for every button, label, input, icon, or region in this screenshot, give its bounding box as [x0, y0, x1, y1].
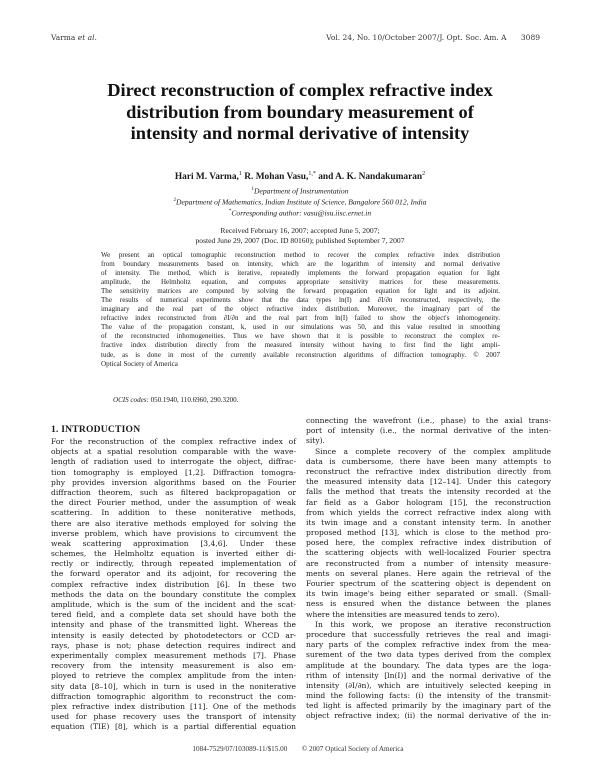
text-line: mind the following facts: (i) the intensity of the transmit-: [306, 691, 551, 701]
abstract-line: of intensity. The method, which is iterative, repeatedly implements the forward propagation equation for light: [101, 269, 500, 278]
text-line: the scattering objects with well-localized Fourier spectra: [306, 548, 551, 558]
author-name: and A. K. Nandakumaran: [318, 172, 423, 183]
text-line: schemes, the Helmholtz equation is inverted either di-: [51, 549, 296, 559]
text-line: far field as a Gabor hologram [15], the reconstruction: [306, 497, 551, 507]
text-line: weak scattering approximation [3,4,6]. Under these: [51, 538, 296, 548]
text-line: intensity is easily detected by photodetectors or CCD ar-: [51, 630, 296, 640]
author-name: R. Mohan Vasu,: [244, 172, 309, 183]
text-line: rithm of intensity [ln(I)] and the normal derivative of the: [306, 670, 551, 680]
abstract: [101, 251, 500, 369]
text-line: In this work, we propose an iterative reconstruction: [315, 619, 551, 629]
text-line: from which yields the correct refractive index along with: [306, 507, 551, 517]
running-header-right: [326, 33, 540, 42]
author-affil-mark: 1: [238, 171, 242, 177]
affil-mark: 1: [251, 187, 254, 192]
corresponding-email: Corresponding author: vasu@isu.iisc.ernet.in: [231, 209, 372, 218]
text-line: Fourier spectrum of the scattering object is dependent on: [306, 579, 551, 588]
ocis-codes: [113, 396, 238, 404]
text-line: plex refractive index distribution [11]. One of the methods: [51, 701, 296, 711]
text-line: ployed to retrieve the complex amplitude from the inten-: [51, 671, 296, 681]
date-line: Received February 16, 2007; accepted June 5, 2007;: [220, 226, 380, 235]
right-column: [306, 416, 551, 722]
ocis-values: 050.1940, 110.6960, 290.3200.: [150, 396, 239, 404]
text-line: reconstruct the refractive index distribution directly from: [306, 466, 551, 476]
text-line: posed here, the complex refractive index distribution of: [306, 538, 551, 548]
text-line: methods the data on the boundary constitute the complex: [51, 589, 296, 599]
text-line: experimentally complex measurement methods [7]. Phase: [51, 650, 296, 660]
text-line: length of radiation used to interrogate the object, diffrac-: [51, 457, 296, 467]
text-line: nary parts of the complex refractive index from the mea-: [306, 640, 551, 650]
affil-text: Department of Instrumentation: [254, 186, 349, 196]
ocis-label: OCIS codes:: [113, 396, 149, 404]
text-line: amplitude, which is the sum of the incident and the scat-: [51, 600, 296, 609]
author-affil-mark: 1,*: [308, 171, 316, 177]
text-line: procedure that successfully retrieves the real and imagi-: [306, 629, 551, 639]
affil-text: Department of Mathematics, Indian Institute of Science, Bangalore 560 012, India: [176, 197, 427, 207]
text-line: its twin image's being either separated or small. (Small-: [306, 589, 551, 599]
abstract-line: imaginary and the real part of the object refractive index distribution. Moreover, the imaginary part of the: [101, 305, 500, 314]
affiliation-1: [60, 185, 540, 196]
corresponding-author: [60, 207, 540, 218]
text-line: ted light is affected primarily by the imaginary part of the: [306, 701, 551, 711]
text-line: data is cumbersome, there have been many attempts to: [306, 456, 551, 466]
text-line: tered field, and a complete data set should have both the: [51, 610, 296, 620]
text-line: phy provides inversion algorithms based on the Fourier: [51, 477, 296, 487]
text-line: inverse problem, which have provisions to circumvent the: [51, 528, 296, 538]
text-line: where the intensities are measured tends to zero).: [306, 609, 500, 619]
text-line: rectly or indirectly, through repeated implementation of: [51, 559, 296, 569]
text-line: the forward operator and its adjoint, for recovering the: [51, 569, 296, 579]
affil-mark: *: [228, 209, 232, 215]
text-line: intensity and phase of the transmitted light. Whereas the: [51, 620, 296, 630]
text-line: ness is ensured when the distance between the planes: [306, 599, 551, 609]
abstract-line: refractive index reconstructed from ∂I/∂n and the real part from ln(I) failed to show the object's inhomogeneity.: [101, 314, 500, 323]
text-line: the direct Fourier method, under the assumption of weak: [51, 498, 296, 508]
text-line: surement of the two data types derived from the complex: [306, 650, 551, 660]
title-line: distribution from boundary measurement of: [126, 101, 474, 122]
abstract-line: of the reconstructed inhomogeneities. Thus we have shown that it is possible to reconstruct the complex re-: [101, 332, 500, 341]
abstract-line: The results of numerical experiments show that the data types ln(I) and ∂I/∂n reconstructed, respectively, the: [101, 296, 500, 305]
text-line: tion tomography is employed [1,2]. Diffraction tomogra-: [51, 467, 296, 477]
text-line: sity).: [306, 436, 325, 446]
affiliation-2: [60, 196, 540, 207]
abstract-line: Optical Society of America: [101, 359, 178, 368]
title-line: Direct reconstruction of complex refractive index: [107, 80, 493, 100]
abstract-line: The sensitivity matrices are computed by solving the forward propagation equation for light and its adjoint.: [101, 287, 500, 296]
abstract-line: We present an optical tomographic reconstruction method to recover the complex refractive index distribution: [101, 251, 500, 259]
text-line: port of intensity (i.e., the normal derivative of the inten-: [306, 426, 551, 436]
author-affil-mark: 2: [422, 171, 426, 177]
text-line: its twin image and a constant intensity term. In another: [306, 517, 551, 527]
article-title: [60, 80, 540, 145]
text-line: sity data [8–10], which in turn is used in the noniterative: [51, 681, 296, 691]
text-line: For the reconstruction of the complex refractive index of: [51, 437, 296, 446]
text-line: recovery from the intensity measurement is also em-: [51, 661, 296, 671]
text-line: used for phase recovery uses the transport of intensity: [51, 712, 296, 722]
abstract-line: The value of the propagation constant, k, used in our simulations was 50, and this value resulted in smoothing: [101, 323, 500, 332]
text-line: there are also iterative methods employed for solving the: [51, 518, 296, 528]
left-column: [51, 437, 296, 732]
affil-mark: 2: [173, 198, 176, 204]
running-header-left: [51, 33, 97, 42]
text-line: objects at a spatial resolution comparable with the wave-: [51, 447, 296, 457]
text-line: are reconstructed from a number of intensity measure-: [306, 558, 551, 568]
author-list: [60, 171, 540, 182]
text-line: equation (TIE) [8], which is a partial differential equation: [51, 722, 296, 732]
text-line: falls the method that treats the intensity recorded at the: [306, 487, 551, 497]
author-name: Hari M. Varma,: [174, 172, 239, 183]
title-line: intensity and normal derivative of intensity: [130, 123, 470, 143]
text-line: connecting the wavefront (i.e., phase) to the axial trans-: [306, 416, 551, 425]
footer-copyright: © 2007 Optical Society of America: [301, 745, 404, 753]
text-line: rays, phase is not; phase detection requires indirect and: [51, 640, 296, 650]
text-line: ments on several planes. Here again the retrieval of the: [306, 568, 551, 578]
abstract-line: from boundary measurements based on intensity, which are the logarithm of intensity and normal derivative: [101, 260, 500, 269]
text-line: object refractive index; (ii) the normal derivative of the in-: [306, 711, 551, 721]
header-etal: et al.: [77, 33, 97, 42]
footer-issn: 1084-7529/07/103089-11/$15.00: [192, 745, 288, 753]
section-heading: 1. INTRODUCTION: [51, 424, 141, 435]
text-line: scattering. In addition to these noniterative methods,: [51, 508, 296, 518]
text-line: Since a complete recovery of the complex amplitude: [315, 446, 551, 456]
text-line: complex refractive index distribution [6]. In these two: [51, 579, 296, 589]
date-line: posted June 29, 2007 (Doc. ID 80160); published September 7, 2007: [195, 235, 405, 245]
text-line: diffraction tomographic algorithm to reconstruct the com-: [51, 691, 296, 701]
header-author: Varma: [51, 33, 76, 42]
abstract-line: tude, as is done in most of the currently available reconstruction algorithms of diffraction tomography. © 2007: [101, 350, 500, 359]
abstract-line: fractive index distribution directly from the measured intensity without having to first find the light ampli-: [101, 341, 500, 350]
text-line: diffraction theorem, such as filtered backpropagation or: [51, 487, 296, 497]
text-line: proposed method [13], which is close to the method pro-: [306, 528, 551, 538]
page-footer: [148, 745, 448, 753]
text-line: the measured intensity data [12–14]. Under this category: [306, 477, 551, 487]
publication-dates: [60, 226, 540, 245]
header-page-number: 3089: [520, 33, 540, 42]
header-journal: Vol. 24, No. 10/October 2007/J. Opt. Soc. Am. A: [326, 33, 507, 42]
text-line: amplitude at the boundary. The data types are the loga-: [306, 660, 551, 670]
abstract-line: amplitude, the Helmholtz equation, and computes appropriate sensitivity matrices for these measurements.: [101, 278, 500, 287]
text-line: intensity (∂I/∂n), which are intuitively selected keeping in: [306, 680, 551, 690]
affiliations: [60, 185, 540, 219]
